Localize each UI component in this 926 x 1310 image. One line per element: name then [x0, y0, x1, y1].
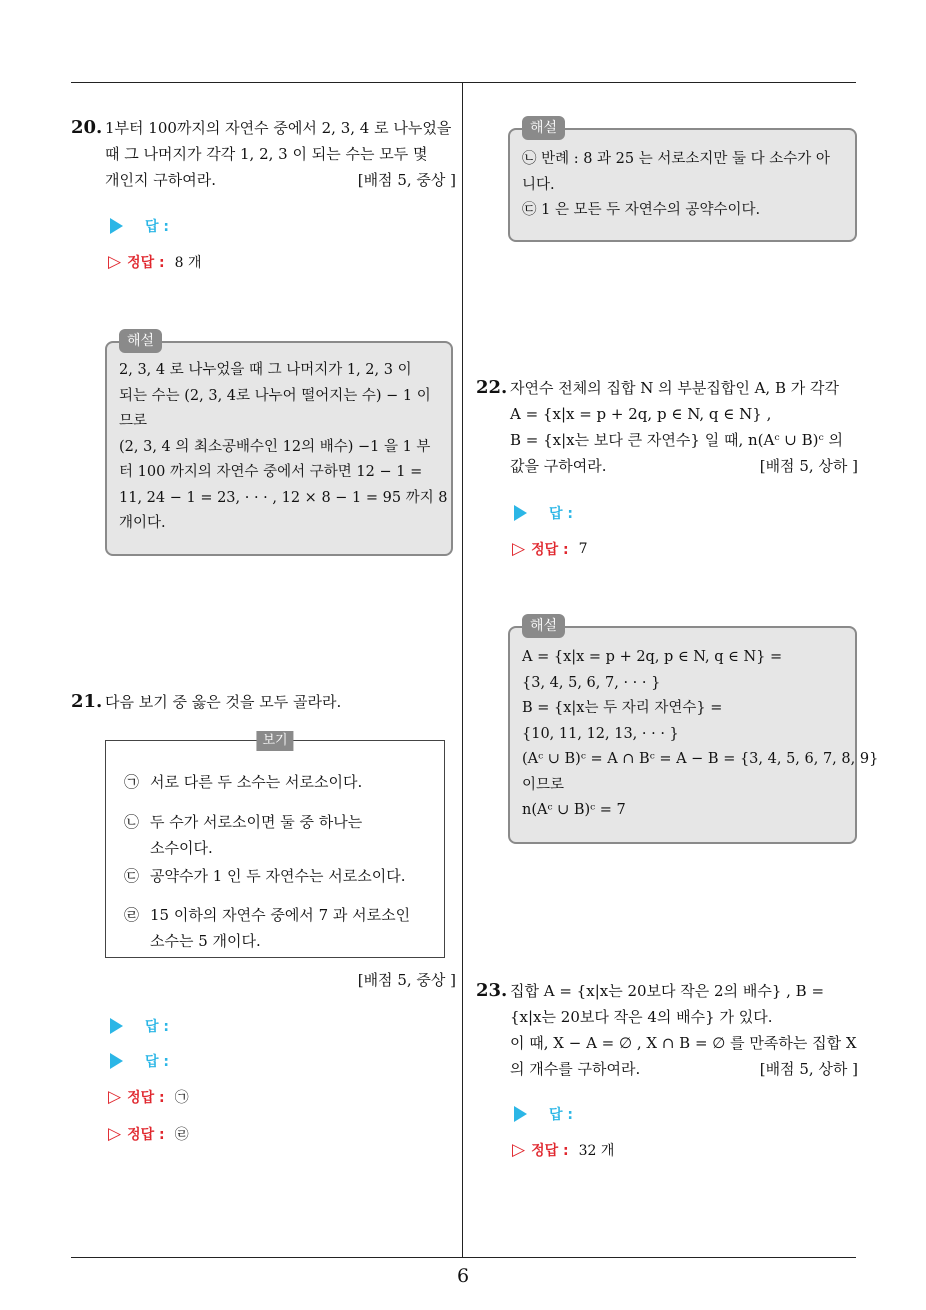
- explanation-text: 터 100 까지의 자연수 중에서 구하면 12 − 1 =: [119, 464, 423, 480]
- problem-text: 자연수 전체의 집합 N 의 부분집합인 A, B 가 각각: [510, 379, 839, 397]
- problem-number: 22.: [476, 377, 508, 398]
- answer-label: 답 :: [145, 219, 169, 235]
- answer-row: [110, 216, 169, 236]
- explanation-text: ㉢ 1 은 모든 두 자연수의 공약수이다.: [522, 202, 761, 218]
- problem-20: [71, 115, 456, 193]
- solution-label: 정답 :: [531, 542, 569, 558]
- problem-number: 23.: [476, 980, 508, 1001]
- solution-value: 7: [578, 541, 588, 557]
- answer-label: 답 :: [145, 1019, 169, 1035]
- explanation-text: A = {x|x = p + 2q, p ∈ N, q ∈ N} =: [522, 649, 783, 665]
- answer-label: 답 :: [549, 506, 573, 522]
- problem-text: A = {x|x = p + 2q, p ∈ N, q ∈ N} ,: [510, 405, 772, 423]
- score-label: [배점 5, 중상 ]: [357, 171, 456, 189]
- explanation-box: [105, 333, 453, 556]
- explanation-text: {10, 11, 12, 13, · · · }: [522, 725, 679, 742]
- explanation-text: ㉡ 반례 : 8 과 25 는 서로소지만 둘 다 소수가 아: [522, 151, 830, 167]
- bogi-item: ㉡ 두 수가 서로소이면 둘 중 하나는 소수이다.: [124, 813, 363, 857]
- answer-row: [514, 503, 573, 523]
- solution-label: 정답 :: [127, 255, 165, 271]
- bogi-item: ㉠ 서로 다른 두 소수는 서로소이다.: [124, 773, 363, 791]
- outline-triangle-icon: ▷: [512, 1140, 526, 1160]
- problem-text: B = {x|x는 보다 큰 자연수} 일 때, n(Aᶜ ∪ B)ᶜ 의: [510, 431, 843, 449]
- problem-22: [476, 375, 858, 479]
- explanation-text: 니다.: [522, 176, 555, 193]
- play-icon: [110, 218, 123, 234]
- explanation-tab: 해설: [522, 116, 565, 140]
- explanation-text: 므로: [119, 413, 148, 429]
- explanation-text: 이므로: [522, 776, 565, 793]
- top-rule: [71, 82, 856, 83]
- page-number: 6: [456, 1265, 470, 1287]
- solution-row: [512, 1140, 614, 1160]
- problem-text: 개인지 구하여라.: [105, 171, 216, 189]
- explanation-text: (Aᶜ ∪ B)ᶜ = A ∩ Bᶜ = A − B = {3, 4, 5, 6, 7, 8, 9}: [522, 751, 879, 767]
- problem-21: [71, 689, 456, 715]
- outline-triangle-icon: ▷: [108, 252, 122, 272]
- problem-text: 다음 보기 중 옳은 것을 모두 골라라.: [105, 693, 342, 711]
- outline-triangle-icon: ▷: [108, 1087, 122, 1107]
- solution-row: [108, 1124, 189, 1144]
- explanation-tab: 해설: [522, 614, 565, 638]
- play-icon: [110, 1053, 123, 1069]
- explanation-text: 되는 수는 (2, 3, 4로 나누어 떨어지는 수) − 1 이: [119, 387, 431, 404]
- solution-label: 정답 :: [127, 1127, 165, 1143]
- answer-label: 답 :: [145, 1054, 169, 1070]
- solution-row: [512, 539, 588, 559]
- bogi-box: [105, 733, 445, 958]
- problem-text: 이 때, X − A = ∅ , X ∩ B = ∅ 를 만족하는 집합 X: [510, 1034, 857, 1052]
- problem-number: 20.: [71, 117, 103, 138]
- play-icon: [110, 1018, 123, 1034]
- solution-row: [108, 252, 202, 272]
- score-label: [배점 5, 상하 ]: [759, 1060, 858, 1078]
- column-divider: [462, 82, 463, 1258]
- problem-text: 의 개수를 구하여라.: [510, 1060, 641, 1078]
- solution-label: 정답 :: [531, 1143, 569, 1159]
- explanation-text: n(Aᶜ ∪ B)ᶜ = 7: [522, 802, 626, 818]
- solution-value: 32 개: [578, 1143, 615, 1159]
- solution-label: 정답 :: [127, 1090, 165, 1106]
- explanation-text: (2, 3, 4 의 최소공배수인 12의 배수) −1 을 1 부: [119, 438, 431, 455]
- problem-number: 21.: [71, 691, 103, 712]
- problem-text: 때 그 나머지가 각각 1, 2, 3 이 되는 수는 모두 몇: [105, 145, 428, 163]
- score-label: [배점 5, 상하 ]: [759, 457, 858, 475]
- solution-row: [108, 1087, 189, 1107]
- explanation-text: 개이다.: [119, 515, 166, 531]
- problem-text: 값을 구하여라.: [510, 457, 607, 475]
- problem-text: 1부터 100까지의 자연수 중에서 2, 3, 4 로 나누었을: [105, 119, 452, 137]
- problem-text: 집합 A = {x|x는 20보다 작은 2의 배수} , B =: [510, 982, 825, 1000]
- bogi-tab: 보기: [256, 731, 293, 751]
- solution-value: ㉠: [174, 1090, 189, 1106]
- explanation-text: {3, 4, 5, 6, 7, · · · }: [522, 674, 661, 691]
- problem-text: {x|x는 20보다 작은 4의 배수} 가 있다.: [510, 1008, 773, 1026]
- outline-triangle-icon: ▷: [108, 1124, 122, 1144]
- solution-value: 8 개: [174, 255, 202, 271]
- answer-row: [110, 1016, 169, 1036]
- outline-triangle-icon: ▷: [512, 539, 526, 559]
- bogi-item: ㉣ 15 이하의 자연수 중에서 7 과 서로소인 소수는 5 개이다.: [124, 906, 411, 950]
- problem-23: [476, 978, 858, 1082]
- explanation-text: 11, 24 − 1 = 23, · · · , 12 × 8 − 1 = 95 까지 8: [119, 489, 448, 506]
- answer-label: 답 :: [549, 1107, 573, 1123]
- bogi-item: ㉢ 공약수가 1 인 두 자연수는 서로소이다.: [124, 867, 406, 885]
- explanation-box: [508, 618, 879, 844]
- explanation-text: B = {x|x는 두 자리 자연수} =: [522, 700, 723, 716]
- explanation-tab: 해설: [119, 329, 162, 353]
- bottom-rule: [71, 1257, 856, 1258]
- score-label: [배점 5, 중상 ]: [357, 971, 456, 989]
- explanation-text: 2, 3, 4 로 나누었을 때 그 나머지가 1, 2, 3 이: [119, 362, 412, 378]
- solution-value: ㉣: [174, 1127, 189, 1143]
- play-icon: [514, 1106, 527, 1122]
- answer-row: [514, 1104, 573, 1124]
- play-icon: [514, 505, 527, 521]
- explanation-box: [508, 120, 857, 242]
- answer-row: [110, 1051, 169, 1071]
